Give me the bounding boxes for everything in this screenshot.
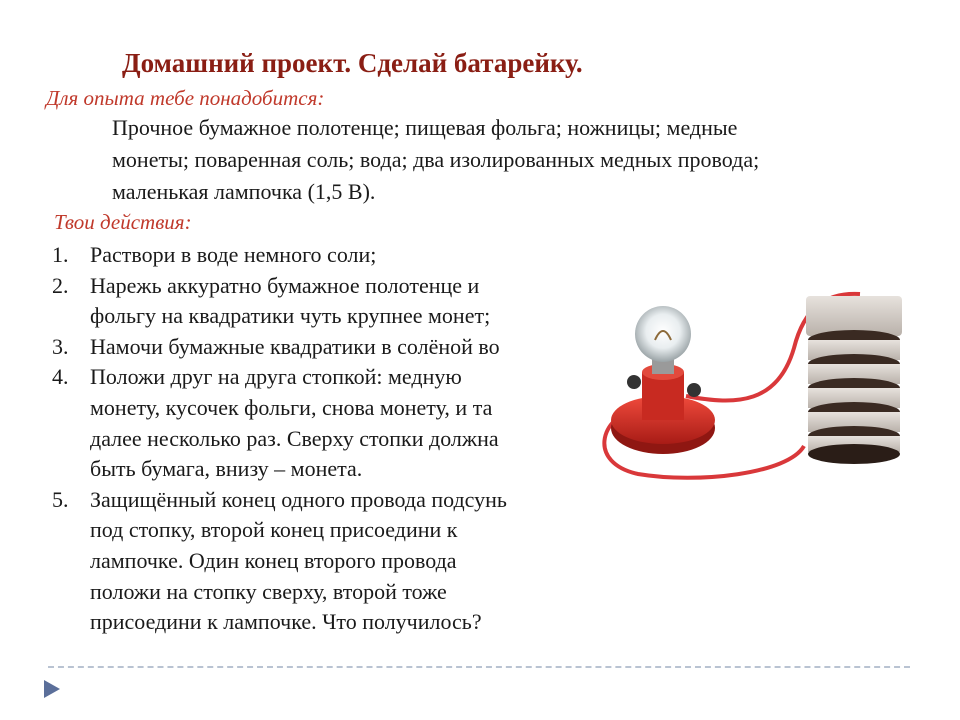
materials-heading: Для опыта тебе понадобится: bbox=[46, 86, 325, 110]
slide-title: Домашний проект. Сделай батарейку. bbox=[122, 48, 583, 78]
step-line: монету, кусочек фольги, снова монету, и та bbox=[90, 394, 493, 420]
step-line: под стопку, второй конец присоедини к bbox=[90, 517, 458, 543]
list-item bbox=[52, 240, 507, 271]
list-item bbox=[52, 362, 507, 484]
triangle-right-icon[interactable] bbox=[42, 678, 62, 700]
step-line: далее несколько раз. Сверху стопки должна bbox=[90, 425, 499, 451]
step-line: Раствори в воде немного соли; bbox=[90, 242, 377, 267]
step-line: лампочке. Один конец второго провода bbox=[90, 547, 457, 573]
step-number: 1. bbox=[52, 242, 69, 267]
step-line: присоедини к лампочке. Что получилось? bbox=[90, 609, 482, 635]
step-number: 2. bbox=[52, 272, 69, 298]
coin-stack bbox=[806, 296, 902, 464]
steps-list bbox=[52, 240, 507, 638]
materials-text bbox=[112, 112, 912, 208]
list-item bbox=[52, 485, 507, 638]
lamp-and-coin-battery-illustration bbox=[578, 278, 922, 488]
step-line: Намочи бумажные квадратики в солёной во bbox=[90, 333, 500, 359]
step-number: 4. bbox=[52, 364, 69, 390]
materials-line: Прочное бумажное полотенце; пищевая фольга; ножницы; медные bbox=[112, 115, 738, 140]
step-line: Защищённый конец одного провода подсунь bbox=[90, 486, 507, 512]
lamp bbox=[611, 306, 715, 454]
battery-illustration bbox=[578, 278, 922, 488]
step-line: быть бумага, внизу – монета. bbox=[90, 456, 363, 482]
step-line: фольгу на квадратики чуть крупнее монет; bbox=[90, 303, 491, 329]
step-number: 5. bbox=[52, 486, 69, 512]
materials-line: монеты; поваренная соль; вода; два изолированных медных провода; bbox=[112, 147, 760, 172]
step-line: положи на стопку сверху, второй тоже bbox=[90, 578, 447, 604]
materials-line: маленькая лампочка (1,5 В). bbox=[112, 179, 376, 204]
step-line: Нарежь аккуратно бумажное полотенце и bbox=[90, 272, 480, 298]
step-number: 3. bbox=[52, 333, 69, 359]
step-line: Положи друг на друга стопкой: медную bbox=[90, 364, 462, 390]
actions-heading: Твои действия: bbox=[54, 210, 192, 234]
list-item bbox=[52, 332, 507, 363]
list-item bbox=[52, 271, 507, 332]
footer-divider bbox=[48, 666, 910, 668]
